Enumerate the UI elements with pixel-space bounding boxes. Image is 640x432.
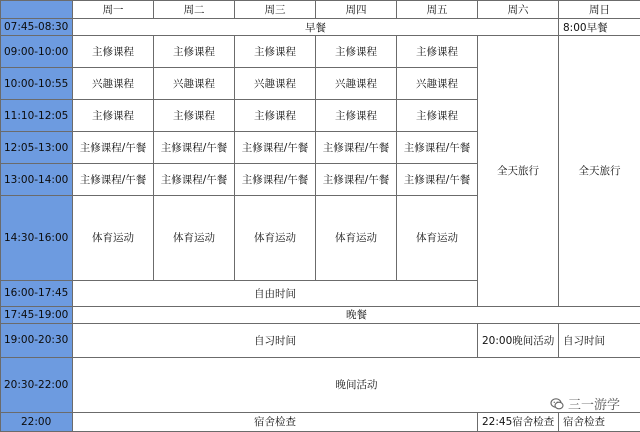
course-cell: 兴趣课程: [235, 68, 316, 100]
evening-activities-cell: 晚间活动: [73, 357, 640, 412]
day-header-sat: 周六: [478, 1, 559, 19]
course-cell: 主修课程/午餐: [73, 164, 154, 196]
header-row: [1, 1, 640, 19]
course-cell: 兴趣课程: [154, 68, 235, 100]
course-cell: 主修课程/午餐: [397, 164, 478, 196]
course-cell: 主修课程: [316, 100, 397, 132]
time-label: 19:00-20:30: [1, 323, 73, 357]
course-cell: 主修课程/午餐: [154, 164, 235, 196]
time-label: 07:45-08:30: [1, 19, 73, 36]
course-cell: 主修课程: [397, 36, 478, 68]
time-label: 20:30-22:00: [1, 357, 73, 412]
day-header-mon: 周一: [73, 1, 154, 19]
row-dinner: [1, 306, 640, 323]
course-cell: 主修课程/午餐: [154, 132, 235, 164]
time-label: 10:00-10:55: [1, 68, 73, 100]
sports-cell: 体育运动: [316, 196, 397, 280]
course-cell: 兴趣课程: [397, 68, 478, 100]
row-evening-activities: [1, 357, 640, 412]
course-cell: 主修课程: [397, 100, 478, 132]
course-cell: 主修课程/午餐: [235, 132, 316, 164]
sunday-trip-cell: 全天旅行: [559, 36, 640, 307]
free-time-cell: 自由时间: [73, 280, 478, 306]
course-cell: 主修课程: [73, 100, 154, 132]
watermark: [550, 394, 620, 413]
corner-cell: [1, 1, 73, 19]
course-cell: 主修课程: [235, 36, 316, 68]
course-cell: 主修课程/午餐: [316, 164, 397, 196]
saturday-evening-activity-cell: 20:00晚间活动: [478, 323, 559, 357]
course-cell: 主修课程/午餐: [235, 164, 316, 196]
sports-cell: 体育运动: [154, 196, 235, 280]
breakfast-cell: 早餐: [73, 19, 559, 36]
course-cell: 兴趣课程: [316, 68, 397, 100]
day-header-sun: 周日: [559, 1, 640, 19]
row-self-study: [1, 323, 640, 357]
row-dorm-check: [1, 412, 640, 431]
row-breakfast: [1, 19, 640, 36]
course-cell: 兴趣课程: [73, 68, 154, 100]
row-main-course-1: [1, 36, 640, 68]
time-label: 11:10-12:05: [1, 100, 73, 132]
sports-cell: 体育运动: [73, 196, 154, 280]
saturday-trip-cell: 全天旅行: [478, 36, 559, 307]
sports-cell: 体育运动: [397, 196, 478, 280]
course-cell: 主修课程: [235, 100, 316, 132]
time-label: 22:00: [1, 412, 73, 431]
day-header-tue: 周二: [154, 1, 235, 19]
dinner-cell: 晚餐: [73, 306, 640, 323]
time-label: 09:00-10:00: [1, 36, 73, 68]
day-header-fri: 周五: [397, 1, 478, 19]
course-cell: 主修课程/午餐: [73, 132, 154, 164]
day-header-thu: 周四: [316, 1, 397, 19]
time-label: 16:00-17:45: [1, 280, 73, 306]
dorm-check-cell: 宿舍检查: [73, 412, 478, 431]
time-label: 13:00-14:00: [1, 164, 73, 196]
course-cell: 主修课程: [154, 100, 235, 132]
day-header-wed: 周三: [235, 1, 316, 19]
course-cell: 主修课程: [154, 36, 235, 68]
time-label: 14:30-16:00: [1, 196, 73, 280]
self-study-cell: 自习时间: [73, 323, 478, 357]
sunday-breakfast-cell: 8:00早餐: [559, 19, 640, 36]
sunday-self-study-cell: 自习时间: [559, 323, 640, 357]
course-cell: 主修课程: [73, 36, 154, 68]
saturday-dorm-check-cell: 22:45宿舍检查: [478, 412, 559, 431]
time-label: 17:45-19:00: [1, 306, 73, 323]
watermark-text: 三一游学: [567, 398, 620, 413]
course-cell: 主修课程/午餐: [397, 132, 478, 164]
sports-cell: 体育运动: [235, 196, 316, 280]
time-label: 12:05-13:00: [1, 132, 73, 164]
course-cell: 主修课程/午餐: [316, 132, 397, 164]
wechat-logo-icon: [550, 397, 564, 411]
course-cell: 主修课程: [316, 36, 397, 68]
sunday-dorm-check-cell: 宿舍检查: [559, 412, 640, 431]
